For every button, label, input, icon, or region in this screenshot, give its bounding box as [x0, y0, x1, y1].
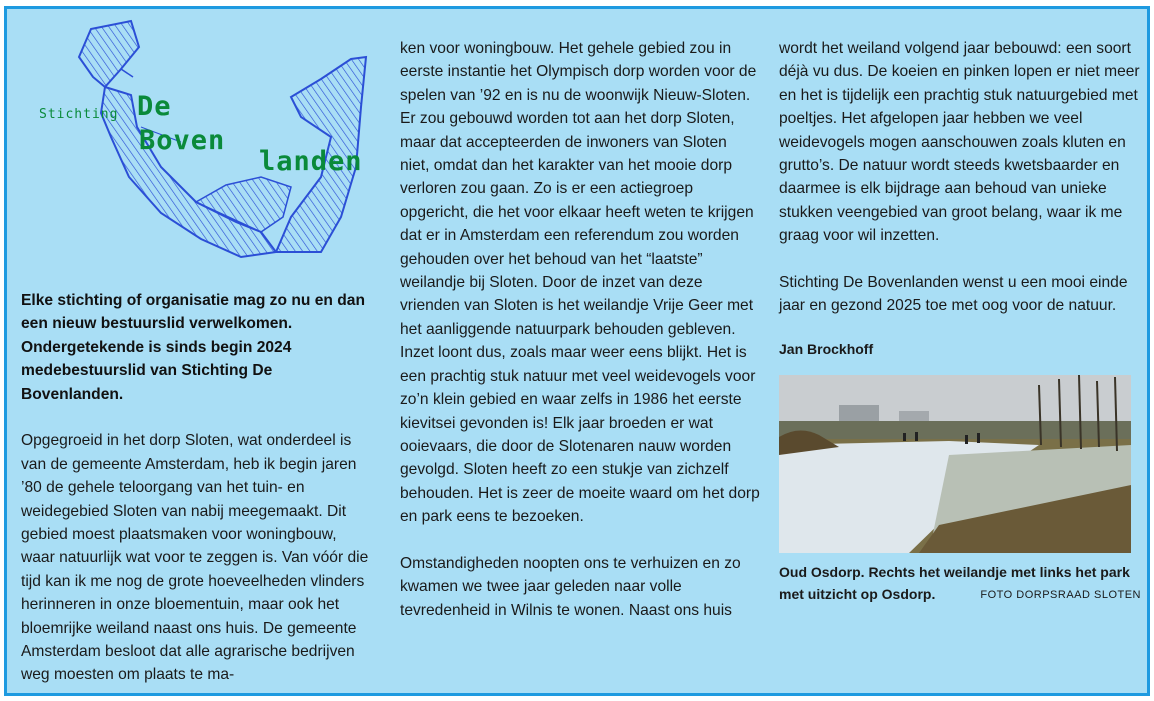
logo-small-text: Stichting — [39, 107, 119, 122]
lead-paragraph: Elke stichting of organisatie mag zo nu en dan een nieuw bestuurslid verwelkomen. Ondergetekende is sinds begin 2024 medebestuurslid van Stichting De Bovenlanden. — [21, 292, 365, 403]
author-name: Jan Brockhoff — [779, 340, 874, 357]
bovenlanden-logo — [21, 17, 371, 267]
column-3 — [779, 37, 1141, 606]
caption-text: Oud Osdorp. Rechts het weilandje met links het park met uitzicht op Osdorp. — [779, 564, 1130, 603]
column-2 — [400, 37, 760, 622]
winter-landscape-photo — [779, 375, 1131, 553]
body-paragraph-4: wordt het weiland volgend jaar bebouwd: een soort déjà vu dus. De koeien en pinken lopen er niet meer en het is tijdelijk een prachtig stuk natuurgebied met poeltjes. Het afgelopen jaar hebben we veel weidevogels mogen aanschouwen zoals kluten en grutto’s. De natuur wordt steeds kwetsbaarder en daarmee is elk bijdrage aan behoud van unieke stukken veengebied van groot belang, waar ik me graag voor wil inzetten. — [779, 40, 1140, 245]
column-1 — [21, 9, 373, 687]
closing-paragraph: Stichting De Bovenlanden wenst u een mooi einde jaar en gezond 2025 toe met oog voor de natuur. — [779, 274, 1128, 315]
logo-line-2: Boven — [139, 125, 226, 156]
photo-credit: FOTO DORPSRAAD SLOTEN — [980, 589, 1141, 602]
logo-line-1: De — [137, 91, 172, 122]
body-paragraph-2: ken voor woningbouw. Het gehele gebied zou in eerste instantie het Olympisch dorp worden voor de spelen van ’92 en is nu de woonwijk Nieuw-Sloten. Er zou gebouwd worden tot aan het dorp Sloten, maar dat accepteerden de inwoners van Sloten niet, omdat dan het karakter van het mooie dorp verloren zou gaan. Zo is er een actiegroep opgericht, die het voor elkaar heeft weten te krijgen dat er in Amsterdam een referendum zou worden gehouden over het behoud van het “laatste” weilandje bij Sloten. Door de inzet van deze vrienden van Sloten is het weilandje Vrije Geer met het aanliggende natuurpark behouden gebleven. Inzet loont dus, zoals maar weer eens blijkt. Het is een prachtig stuk natuur met veel weidevogels voor zo’n klein gebied en waar zelfs in 1986 het eerste kievitsei gevonden is! Elk jaar broeden er wat ooievaars, die door de Slotenaren nauw worden gevolgd. Sloten heeft zo een stukje van zichzelf behouden. Het is zeer de moeite waard om het dorp en park eens te bezoeken. — [400, 40, 760, 526]
photo-caption — [779, 561, 1141, 605]
body-paragraph-1: Opgegroeid in het dorp Sloten, wat onderdeel is van de gemeente Amsterdam, heb ik begin jaren ’80 de gehele teloorgang van het tuin- en weidegebied Sloten van nabij meegemaakt. Dit gebied moest plaatsmaken voor woningbouw, waar natuurlijk wat voor te zeggen is. Van vóór die tijd kan ik me nog de grote hoeveelheden vlinders herinneren in onze bloementuin, maar ook het bloemrijke weiland naast ons huis. De gemeente Amsterdam besloot dat alle agrarische bedrijven weg moesten om plaats te ma- — [21, 432, 369, 684]
article-frame — [4, 6, 1150, 696]
body-paragraph-3: Omstandigheden noopten ons te verhuizen en zo kwamen we twee jaar geleden naar volle tevredenheid in Wilnis te wonen. Naast ons huis — [400, 554, 741, 619]
logo-line-3: landen — [259, 146, 363, 177]
